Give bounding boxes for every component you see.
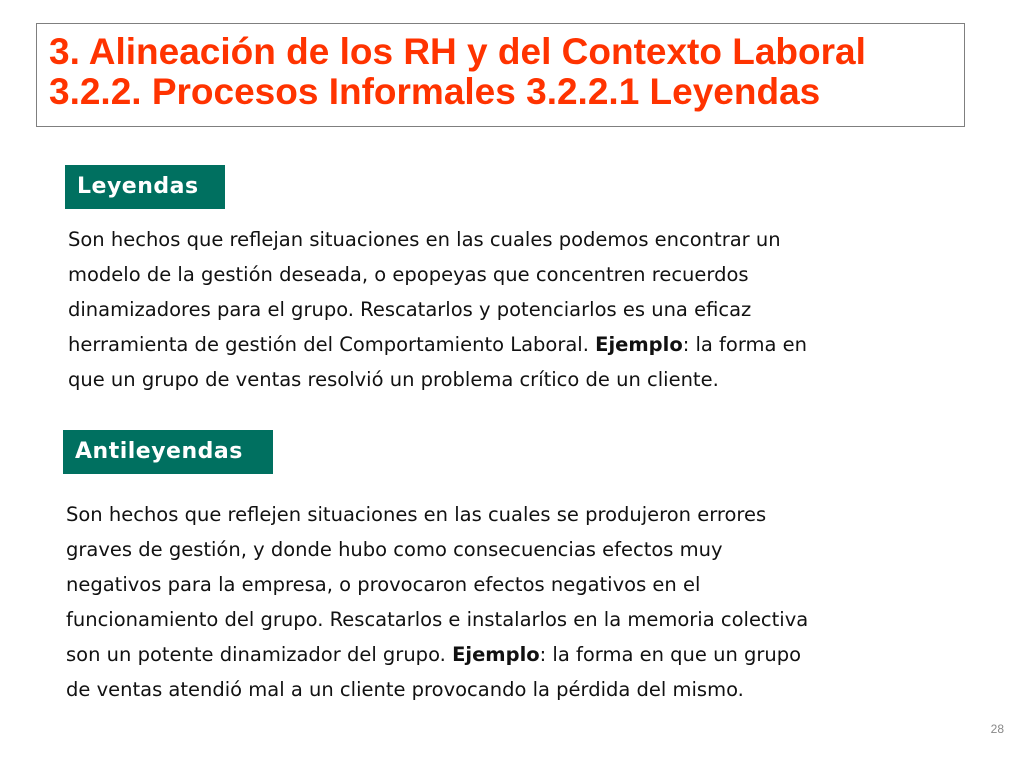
- line-text-after: : la forma en que un grupo: [539, 643, 802, 666]
- line-text-after: : la forma en: [682, 333, 808, 356]
- leyendas-heading: Leyendas: [65, 165, 225, 209]
- page-number: 28: [990, 722, 1004, 736]
- example-label: Ejemplo: [452, 643, 540, 666]
- paragraph-line: [68, 327, 958, 362]
- paragraph-line: que un grupo de ventas resolvió un problema crítico de un cliente.: [68, 368, 719, 391]
- title-line-1: 3. Alineación de los RH y del Contexto Laboral: [49, 31, 866, 72]
- paragraph-line: dinamizadores para el grupo. Rescatarlos y potenciarlos es una eficaz: [68, 298, 752, 321]
- example-label: Ejemplo: [595, 333, 683, 356]
- paragraph-line: negativos para la empresa, o provocaron efectos negativos en el: [66, 573, 701, 596]
- line-text-before: herramienta de gestión del Comportamiento Laboral.: [68, 333, 596, 356]
- antileyendas-heading: Antileyendas: [63, 430, 273, 474]
- paragraph-line: de ventas atendió mal a un cliente provocando la pérdida del mismo.: [66, 678, 744, 701]
- line-text-before: son un potente dinamizador del grupo.: [66, 643, 453, 666]
- slide-title: [36, 23, 965, 127]
- paragraph-line: [66, 637, 956, 672]
- antileyendas-paragraph: [66, 497, 956, 707]
- paragraph-line: Son hechos que reflejen situaciones en las cuales se produjeron errores: [66, 503, 767, 526]
- paragraph-line: graves de gestión, y donde hubo como consecuencias efectos muy: [66, 538, 723, 561]
- paragraph-line: funcionamiento del grupo. Rescatarlos e instalarlos en la memoria colectiva: [66, 608, 809, 631]
- title-line-2: 3.2.2. Procesos Informales 3.2.2.1 Leyendas: [49, 71, 821, 112]
- paragraph-line: Son hechos que reflejan situaciones en las cuales podemos encontrar un: [68, 228, 781, 251]
- leyendas-paragraph: [68, 222, 958, 397]
- paragraph-line: modelo de la gestión deseada, o epopeyas que concentren recuerdos: [68, 263, 749, 286]
